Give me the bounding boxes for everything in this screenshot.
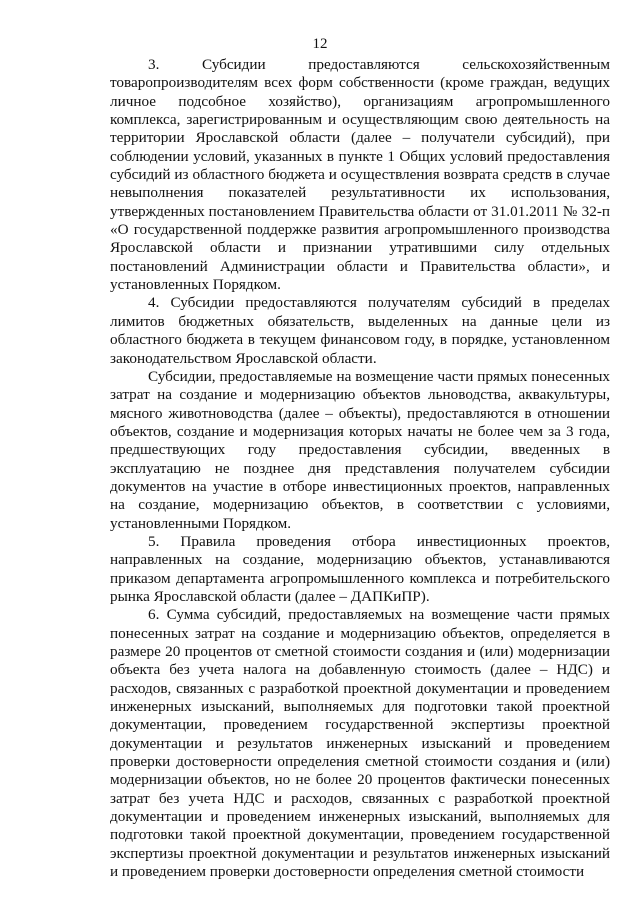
paragraph-4: 4. Субсидии предоставляются получателям субсидий в пределах лимитов бюджетных обязательств, выделенных на данные цели из областного бюджета в текущем финансовом году, в порядке, установленном законодательством Ярославской области.: [110, 294, 610, 367]
document-body: [110, 56, 610, 881]
paragraph-6: 6. Сумма субсидий, предоставляемых на возмещение части прямых понесенных затрат на создание и модернизацию объектов, определяется в размере 20 процентов от сметной стоимости создания и (или) модернизации объекта без учета налога на добавленную стоимость (далее – НДС) и расходов, связанных с разработкой проектной документации и проведением инженерных изысканий, выполняемых для подготовки такой проектной документации, проведением государственной экспертизы проектной документации и результатов инженерных изысканий и проведением проверки достоверности определения сметной стоимости создания и (или) модернизации объектов, но не более 20 процентов фактически понесенных затрат без учета НДС и расходов, связанных с разработкой проектной документации и проведением инженерных изысканий, выполняемых для подготовки такой проектной документации, проведением государственной экспертизы проектной документации и результатов инженерных изысканий и проведением проверки достоверности определения сметной стоимости: [110, 606, 610, 881]
paragraph-5: 5. Правила проведения отбора инвестиционных проектов, направленных на создание, модернизацию объектов, устанавливаются приказом департамента агропромышленного комплекса и потребительского рынка Ярославской области (далее – ДАПКиПР).: [110, 532, 610, 605]
paragraph-4-continued: Субсидии, предоставляемые на возмещение части прямых понесенных затрат на создание и модернизацию объектов льноводства, аквакультуры, мясного животноводства (далее – объекты), предоставляются в отношении объектов, создание и модернизация которых начаты не более чем за 3 года, предшествующих году предоставления субсидии, введенных в эксплуатацию не позднее дня представления получателем субсидии документов на участие в отборе инвестиционных проектов, направленных на создание, модернизацию объектов, в соответствии с условиями, установленными Порядком.: [110, 367, 610, 532]
page-number: 12: [312, 36, 328, 52]
paragraph-3: 3. Субсидии предоставляются сельскохозяйственным товаропроизводителям всех форм собственности (кроме граждан, ведущих личное подсобное хозяйство), организациям агропромышленного комплекса, зарегистрированным и осуществляющим свою деятельность на территории Ярославской области (далее – получатели субсидий), при соблюдении условий, указанных в пункте 1 Общих условий предоставления субсидий из областного бюджета и осуществления возврата средств в случае невыполнения показателей результативности их использования, утвержденных постановлением Правительства области от 31.01.2011 № 32-п «О государственной поддержке развития агропромышленного производства Ярославской области и признании утратившими силу отдельных постановлений Администрации области и Правительства области», и установленных Порядком.: [110, 56, 610, 294]
